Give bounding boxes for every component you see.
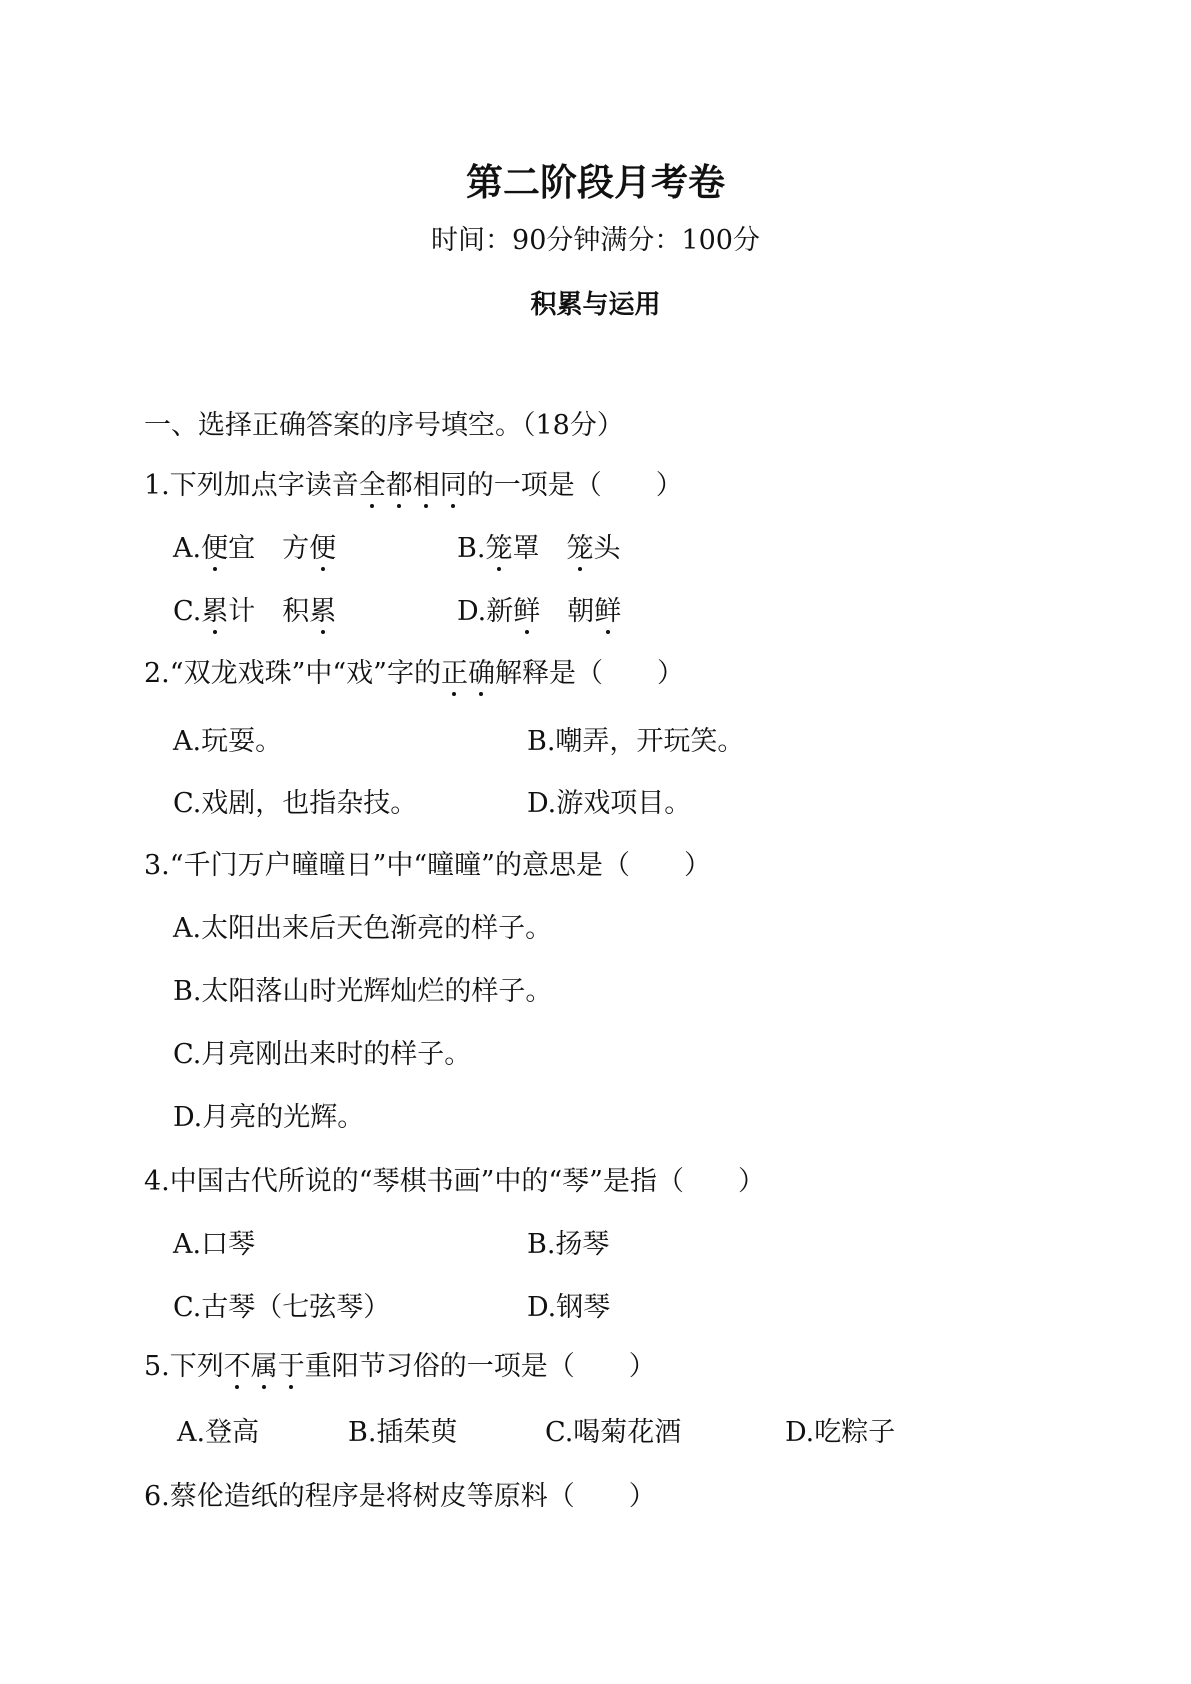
text: 罩 bbox=[512, 533, 567, 564]
question-2 bbox=[144, 657, 684, 691]
dotted-char: 相 bbox=[412, 470, 440, 501]
q1-option-a bbox=[173, 532, 336, 566]
text: D.新 bbox=[457, 596, 514, 627]
q2-option-c: C.戏剧，也指杂技。 bbox=[173, 788, 418, 819]
q5-option-c: C.喝菊花酒 bbox=[545, 1417, 682, 1448]
section-title: 积累与运用 bbox=[530, 290, 661, 320]
q3-option-c: C.月亮刚出来时的样子。 bbox=[173, 1039, 472, 1070]
text: 1.下列加点字读音 bbox=[144, 470, 359, 501]
part-heading: 一、选择正确答案的序号填空。（18分） bbox=[144, 410, 624, 441]
dotted-char: 都 bbox=[385, 470, 413, 501]
q1-option-c bbox=[173, 595, 336, 629]
dotted-char: 累 bbox=[309, 596, 337, 627]
question-6: 6.蔡伦造纸的程序是将树皮等原料（ ） bbox=[144, 1481, 656, 1512]
question-5 bbox=[144, 1350, 656, 1384]
dotted-char: 便 bbox=[201, 533, 229, 564]
q3-option-b: B.太阳落山时光辉灿烂的样子。 bbox=[173, 976, 553, 1007]
dotted-char: 于 bbox=[277, 1351, 305, 1382]
q4-option-c: C.古琴（七弦琴） bbox=[173, 1292, 391, 1323]
q2-option-b: B.嘲弄，开玩笑。 bbox=[527, 726, 745, 757]
q5-option-a: A.登高 bbox=[177, 1417, 260, 1448]
dotted-char: 全 bbox=[358, 470, 386, 501]
dotted-char: 鲜 bbox=[513, 596, 541, 627]
exam-info: 时间：90分钟满分：100分 bbox=[431, 225, 760, 256]
q1-option-b bbox=[457, 532, 620, 566]
dotted-char: 笼 bbox=[485, 533, 513, 564]
q2-option-d: D.游戏项目。 bbox=[527, 788, 692, 819]
dotted-char: 确 bbox=[467, 658, 495, 689]
dotted-char: 属 bbox=[250, 1351, 278, 1382]
q2-option-a: A.玩耍。 bbox=[173, 726, 283, 757]
text: 的一项是（ ） bbox=[466, 470, 683, 501]
text: 头 bbox=[593, 533, 621, 564]
text: 5.下列 bbox=[144, 1351, 224, 1382]
text: 重阳节习俗的一项是（ ） bbox=[304, 1351, 656, 1382]
dotted-char: 累 bbox=[201, 596, 229, 627]
question-1 bbox=[144, 469, 683, 503]
dotted-char: 正 bbox=[440, 658, 468, 689]
text: 宜 方 bbox=[228, 533, 310, 564]
q5-option-d: D.吃粽子 bbox=[785, 1417, 896, 1448]
text: A. bbox=[173, 533, 202, 564]
dotted-char: 同 bbox=[439, 470, 467, 501]
dotted-char: 笼 bbox=[566, 533, 594, 564]
q1-option-d bbox=[457, 595, 621, 629]
text: 计 积 bbox=[228, 596, 310, 627]
text: 解释是（ ） bbox=[494, 658, 684, 689]
question-3: 3.“千门万户曈曈日”中“曈曈”的意思是（ ） bbox=[144, 850, 711, 881]
dotted-char: 便 bbox=[309, 533, 337, 564]
text: C. bbox=[173, 596, 202, 627]
q4-option-d: D.钢琴 bbox=[527, 1292, 611, 1323]
q4-option-a: A.口琴 bbox=[173, 1229, 256, 1260]
question-4: 4.中国古代所说的“琴棋书画”中的“琴”是指（ ） bbox=[144, 1166, 765, 1197]
dotted-char: 不 bbox=[223, 1351, 251, 1382]
text: 2.“双龙戏珠”中“戏”字的 bbox=[144, 658, 441, 689]
q4-option-b: B.扬琴 bbox=[527, 1229, 610, 1260]
q3-option-d: D.月亮的光辉。 bbox=[173, 1102, 365, 1133]
text: 朝 bbox=[540, 596, 595, 627]
dotted-char: 鲜 bbox=[594, 596, 622, 627]
q5-option-b: B.插茱萸 bbox=[348, 1417, 458, 1448]
q3-option-a: A.太阳出来后天色渐亮的样子。 bbox=[173, 913, 553, 944]
page-title: 第二阶段月考卷 bbox=[466, 160, 725, 204]
text: B. bbox=[457, 533, 486, 564]
